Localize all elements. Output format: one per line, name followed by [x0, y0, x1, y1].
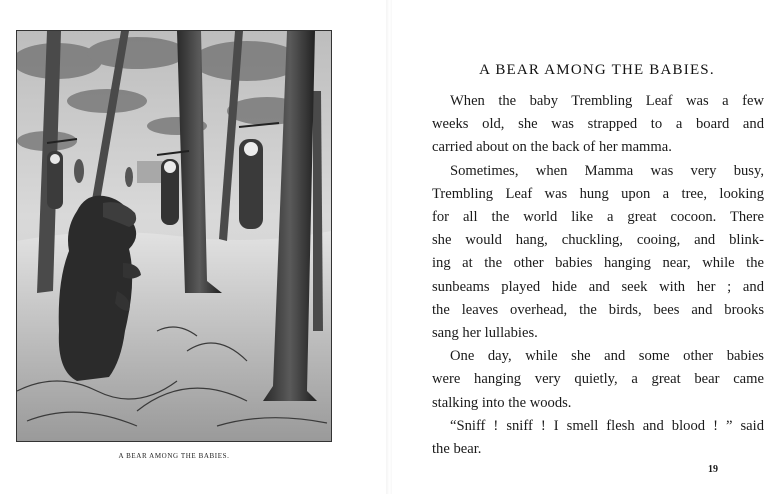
text-line: she would hang, chuckling, cooing, and blink- [432, 232, 764, 249]
text-line: weeks old, she was strapped to a board and [432, 116, 764, 133]
bear-illustration [17, 31, 331, 441]
text-line: for all the world like a great cocoon. There [432, 209, 764, 226]
paragraph [432, 345, 764, 415]
text-line: the leaves overhead, the birds, bees and brooks [432, 301, 764, 318]
text-line: “Sniff ! sniff ! I smell flesh and blood ! ” said [450, 417, 764, 434]
page-gutter [386, 0, 392, 494]
text-line: the bear. [432, 441, 482, 458]
text-line: were hanging very quietly, a great bear came [432, 371, 764, 388]
page-number: 19 [708, 464, 718, 475]
text-line: carried about on the back of her mamma. [432, 139, 672, 156]
text-line: sunbeams played hide and seek with her ; and [432, 278, 764, 295]
illustration-caption: A BEAR AMONG THE BABIES. [118, 452, 230, 460]
chapter-title: A BEAR AMONG THE BABIES. [479, 62, 715, 78]
text-line: ing at the other babies hanging near, while the [432, 255, 764, 272]
text-line: stalking into the woods. [432, 394, 572, 411]
text-line: When the baby Trembling Leaf was a few [450, 93, 764, 109]
text-line: Trembling Leaf was hung upon a tree, looking [432, 185, 764, 202]
story-text [432, 90, 764, 461]
text-line: sang her lullabies. [432, 325, 538, 342]
paragraph [432, 160, 764, 346]
paragraph [432, 90, 764, 160]
text-line: Sometimes, when Mamma was very busy, [450, 162, 764, 179]
text-line: One day, while she and some other babies [450, 348, 764, 365]
illustration-plate [16, 30, 332, 442]
paragraph [432, 415, 764, 461]
